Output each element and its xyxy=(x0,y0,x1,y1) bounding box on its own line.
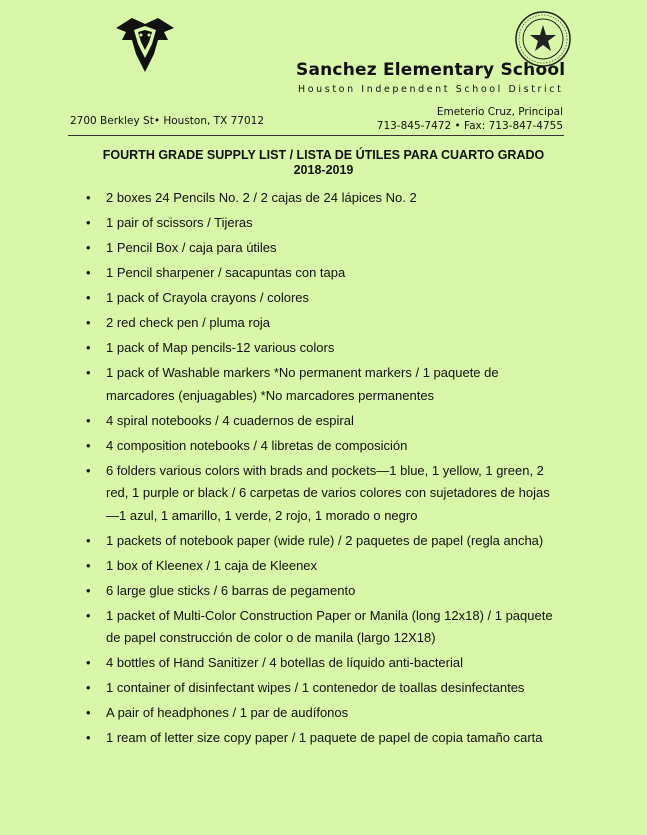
bullet-icon: • xyxy=(86,340,91,355)
list-item: • 1 pack of Map pencils-12 various colors xyxy=(86,337,556,360)
header-divider xyxy=(68,135,564,136)
bullet-icon: • xyxy=(86,412,91,428)
list-item: • 2 boxes 24 Pencils No. 2 / 2 cajas de 24 lápices No. 2 xyxy=(86,187,556,210)
list-item: • 4 spiral notebooks / 4 cuadernos de espiral xyxy=(86,410,556,433)
bullet-icon: • xyxy=(86,532,91,548)
page-title xyxy=(0,148,647,178)
list-item: • 4 bottles of Hand Sanitizer / 4 botellas de líquido anti-bacterial xyxy=(86,652,556,675)
list-item: • 1 pack of Crayola crayons / colores xyxy=(86,287,556,310)
bullet-icon: • xyxy=(86,215,91,230)
bullet-icon: • xyxy=(86,290,91,305)
supply-list xyxy=(86,187,556,752)
list-item: • 1 packets of notebook paper (wide rule) / 2 paquetes de papel (regla ancha) xyxy=(86,530,556,553)
bullet-icon: • xyxy=(86,557,91,573)
list-item: • 1 pack of Washable markers *No permanent markers / 1 paquete de marcadores (enjuagables) *No marcadores permanentes xyxy=(86,362,556,407)
bullet-icon: • xyxy=(86,705,91,720)
list-item: • 1 ream of letter size copy paper / 1 paquete de papel de copia tamaño carta xyxy=(86,727,556,750)
bullet-icon: • xyxy=(86,607,91,623)
bullet-icon: • xyxy=(86,265,91,280)
list-item: • 6 folders various colors with brads and pockets—1 blue, 1 yellow, 1 green, 2 red, 1 purple or black / 6 carpetas de varios colores con sujetadores de hojas—1 azul, 1 amarillo, 1 verde, 2 rojo, 1 morado o negro xyxy=(86,460,556,528)
bullet-icon: • xyxy=(86,655,91,670)
bullet-icon: • xyxy=(86,680,91,695)
list-item: • 4 composition notebooks / 4 libretas de composición xyxy=(86,435,556,458)
bullet-icon: • xyxy=(86,730,91,745)
bullet-icon: • xyxy=(86,240,91,255)
list-item: • 6 large glue sticks / 6 barras de pegamento xyxy=(86,580,556,603)
list-item: • 1 box of Kleenex / 1 caja de Kleenex xyxy=(86,555,556,578)
list-item: • 1 packet of Multi-Color Construction Paper or Manila (long 12x18) / 1 paquete de papel construcción de color o de manila (largo 12X18) xyxy=(86,605,556,650)
district-name: Houston Independent School District xyxy=(298,84,564,95)
title-year: 2018-2019 xyxy=(293,163,354,177)
school-address: 2700 Berkley St• Houston, TX 77012 xyxy=(70,115,265,127)
list-item: • 1 pair of scissors / Tijeras xyxy=(86,212,556,235)
list-item: • 2 red check pen / pluma roja xyxy=(86,312,556,335)
list-item: • 1 Pencil Box / caja para útiles xyxy=(86,237,556,260)
school-name: Sanchez Elementary School xyxy=(296,60,566,80)
principal-name: Emeterio Cruz, Principal xyxy=(436,106,563,118)
eagle-logo-icon xyxy=(114,14,176,74)
list-item: • 1 container of disinfectant wipes / 1 contenedor de toallas desinfectantes xyxy=(86,677,556,700)
bullet-icon: • xyxy=(86,190,91,205)
bullet-icon: • xyxy=(86,582,91,598)
list-item: • A pair of headphones / 1 par de audífonos xyxy=(86,702,556,725)
phone-fax: 713-845-7472 • Fax: 713-847-4755 xyxy=(376,120,563,132)
bullet-icon: • xyxy=(86,365,91,380)
list-item: • 1 Pencil sharpener / sacapuntas con tapa xyxy=(86,262,556,285)
title-line-1: FOURTH GRADE SUPPLY LIST / LISTA DE ÚTILES PARA CUARTO GRADO xyxy=(102,148,545,162)
bullet-icon: • xyxy=(86,315,91,330)
bullet-icon: • xyxy=(86,462,91,478)
bullet-icon: • xyxy=(86,437,91,453)
